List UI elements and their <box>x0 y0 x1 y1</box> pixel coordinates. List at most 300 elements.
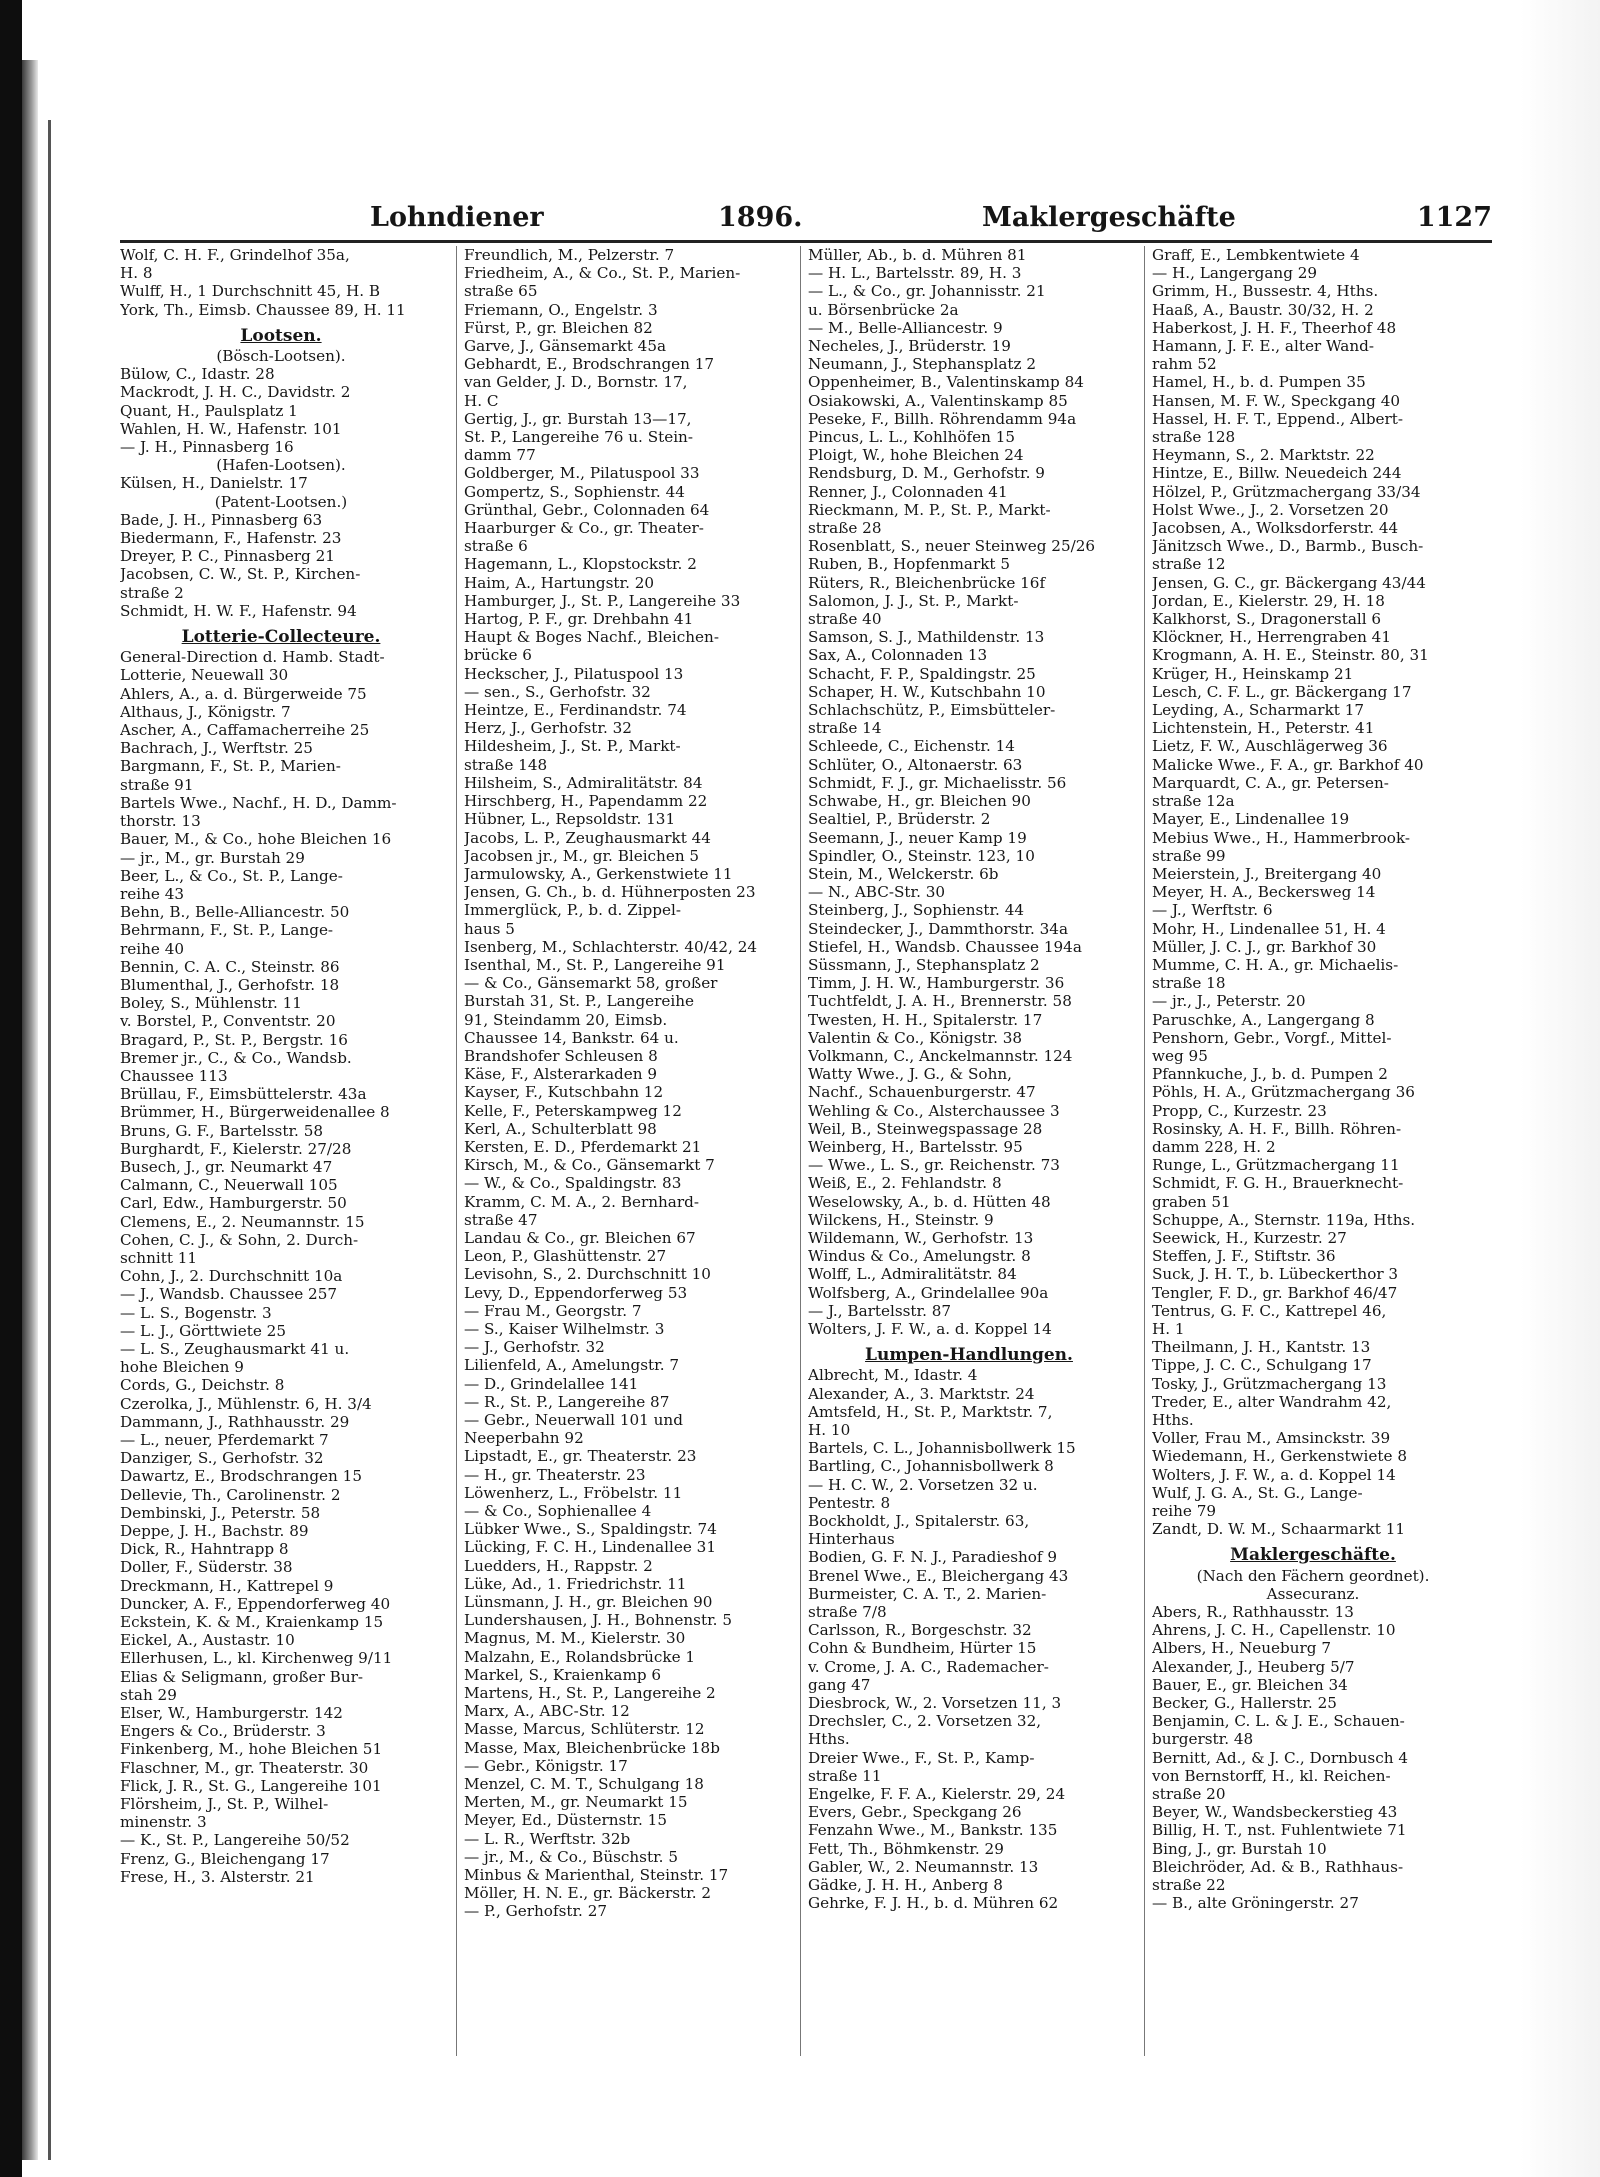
directory-entry: Elias & Seligmann, großer Bur- <box>120 1667 364 1686</box>
directory-entry: Tosky, J., Grützmachergang 13 <box>1152 1374 1387 1393</box>
page-number: 1127 <box>1416 202 1492 233</box>
directory-entry: Hintze, E., Billw. Neuedeich 244 <box>1152 464 1402 483</box>
directory-entry: — jr., M., gr. Burstah 29 <box>120 848 305 867</box>
directory-entry: Hübner, L., Repsoldstr. 131 <box>464 810 676 829</box>
directory-entry: Schmidt, F. J., gr. Michaelisstr. 56 <box>808 773 1067 792</box>
column-2 <box>464 246 786 1921</box>
directory-entry: Malzahn, E., Rolandsbrücke 1 <box>464 1647 696 1666</box>
directory-entry: Behn, B., Belle-Alliancestr. 50 <box>120 903 350 922</box>
directory-entry: Mebius Wwe., H., Hammerbrook- <box>1152 828 1411 847</box>
directory-entry: Masse, Max, Bleichenbrücke 18b <box>464 1738 720 1757</box>
directory-entry: Lesch, C. F. L., gr. Bäckergang 17 <box>1152 682 1412 701</box>
directory-entry: Gompertz, S., Sophienstr. 44 <box>464 482 685 501</box>
directory-entry: Bauer, M., & Co., hohe Bleichen 16 <box>120 830 392 849</box>
directory-entry: Hamel, H., b. d. Pumpen 35 <box>1152 373 1366 392</box>
column-1 <box>120 246 442 1886</box>
directory-entry: Tuchtfeldt, J. A. H., Brennerstr. 58 <box>808 992 1072 1011</box>
directory-entry: Dreier Wwe., F., St. P., Kamp- <box>808 1748 1035 1767</box>
directory-entry: Propp, C., Kurzestr. 23 <box>1152 1101 1327 1120</box>
directory-entry: Dreckmann, H., Kattrepel 9 <box>120 1576 334 1595</box>
directory-entry: Dick, R., Hahntrapp 8 <box>120 1540 289 1559</box>
directory-entry: Weil, B., Steinwegspassage 28 <box>808 1119 1043 1138</box>
directory-entry: Ellerhusen, L., kl. Kirchenweg 9/11 <box>120 1649 393 1668</box>
directory-entry: Dawartz, E., Brodschrangen 15 <box>120 1467 362 1486</box>
directory-entry: Mumme, C. H. A., gr. Michaelis- <box>1152 955 1399 974</box>
book-spine <box>22 60 38 2160</box>
directory-entry: Wulff, H., 1 Durchschnitt 45, H. B <box>120 282 381 301</box>
directory-entry: Gädke, J. H. H., Anberg 8 <box>808 1876 1003 1895</box>
directory-entry: Schmidt, H. W. F., Hafenstr. 94 <box>120 601 357 620</box>
section-subheading: (Hafen-Lootsen). <box>216 456 346 475</box>
directory-entry: Ascher, A., Caffamacherreihe 25 <box>120 721 370 740</box>
directory-entry: Hagemann, L., Klopstockstr. 2 <box>464 555 697 574</box>
directory-entry: Hildesheim, J., St. P., Markt- <box>464 737 681 756</box>
directory-entry: York, Th., Eimsb. Chaussee 89, H. 11 <box>120 300 406 319</box>
directory-entry: Stiefel, H., Wandsb. Chaussee 194a <box>808 937 1082 956</box>
directory-entry: Bodien, G. F. N. J., Paradieshof 9 <box>808 1548 1058 1567</box>
directory-entry: Möller, H. N. E., gr. Bäckerstr. 2 <box>464 1884 712 1903</box>
directory-entry: straße 22 <box>1152 1876 1226 1895</box>
directory-entry: straße 20 <box>1152 1785 1226 1804</box>
section-heading: Maklergeschäfte. <box>1230 1545 1396 1566</box>
directory-entry: Pincus, L. L., Kohlhöfen 15 <box>808 428 1016 447</box>
directory-entry: Hirschberg, H., Papendamm 22 <box>464 792 708 811</box>
directory-entry: — H., gr. Theaterstr. 23 <box>464 1465 646 1484</box>
directory-entry: Isenthal, M., St. P., Langereihe 91 <box>464 955 726 974</box>
directory-entry: Haupt & Boges Nachf., Bleichen- <box>464 628 719 647</box>
directory-entry: straße 6 <box>464 537 528 556</box>
directory-entry: Flörsheim, J., St. P., Wilhel- <box>120 1795 329 1814</box>
directory-entry: Lichtenstein, H., Peterstr. 41 <box>1152 719 1375 738</box>
directory-entry: Benjamin, C. L. & J. E., Schauen- <box>1152 1712 1405 1731</box>
directory-entry: Windus & Co., Amelungstr. 8 <box>808 1247 1031 1266</box>
directory-entry: Gabler, W., 2. Neumannstr. 13 <box>808 1857 1039 1876</box>
directory-entry: Busech, J., gr. Neumarkt 47 <box>120 1157 333 1176</box>
directory-entry: — R., St. P., Langereihe 87 <box>464 1392 670 1411</box>
directory-entry: — L. S., Bogenstr. 3 <box>120 1303 272 1322</box>
directory-entry: Calmann, C., Neuerwall 105 <box>120 1176 338 1195</box>
directory-entry: Becker, G., Hallerstr. 25 <box>1152 1694 1337 1713</box>
directory-entry: — P., Gerhofstr. 27 <box>464 1902 608 1921</box>
directory-entry: Drechsler, C., 2. Vorsetzen 32, <box>808 1712 1042 1731</box>
directory-entry: straße 128 <box>1152 428 1236 447</box>
directory-entry: Bremer jr., C., & Co., Wandsb. <box>120 1048 352 1067</box>
directory-entry: schnitt 11 <box>120 1248 198 1267</box>
directory-entry: Lücking, F. C. H., Lindenallee 31 <box>464 1538 716 1557</box>
directory-entry: Jacobsen jr., M., gr. Bleichen 5 <box>464 846 700 865</box>
directory-entry: Nachf., Schauenburgerstr. 47 <box>808 1083 1036 1102</box>
directory-entry: Meyer, Ed., Düsternstr. 15 <box>464 1811 667 1830</box>
directory-entry: Rendsburg, D. M., Gerhofstr. 9 <box>808 464 1045 483</box>
directory-entry: Sax, A., Colonnaden 13 <box>808 646 988 665</box>
directory-entry: Bargmann, F., St. P., Marien- <box>120 757 341 776</box>
directory-entry: Grünthal, Gebr., Colonnaden 64 <box>464 500 710 519</box>
directory-entry: Suck, J. H. T., b. Lübeckerthor 3 <box>1152 1265 1399 1284</box>
directory-entry: Engers & Co., Brüderstr. 3 <box>120 1722 326 1741</box>
directory-entry: straße 11 <box>808 1766 882 1785</box>
section-heading: Lumpen-Handlungen. <box>865 1345 1073 1366</box>
directory-entry: Gebhardt, E., Brodschrangen 17 <box>464 355 715 374</box>
column-divider <box>1144 246 1145 2056</box>
directory-entry: Frenz, G., Bleichengang 17 <box>120 1849 330 1868</box>
directory-entry: — L., neuer, Pferdemarkt 7 <box>120 1431 329 1449</box>
directory-entry: Jänitzsch Wwe., D., Barmb., Busch- <box>1152 537 1424 556</box>
directory-entry: Diesbrock, W., 2. Vorsetzen 11, 3 <box>808 1694 1062 1713</box>
header-rule <box>120 240 1492 243</box>
directory-entry: straße 28 <box>808 519 882 538</box>
directory-entry: Fenzahn Wwe., M., Bankstr. 135 <box>808 1821 1058 1840</box>
directory-entry: — L. J., Görttwiete 25 <box>120 1321 286 1340</box>
directory-entry: Hansen, M. F. W., Speckgang 40 <box>1152 391 1401 410</box>
directory-entry: Bleichröder, Ad. & B., Rathhaus- <box>1152 1857 1404 1876</box>
directory-entry: H. 10 <box>808 1421 851 1439</box>
directory-entry: Wilckens, H., Steinstr. 9 <box>808 1210 994 1229</box>
directory-entry: — J., Bartelsstr. 87 <box>808 1301 952 1320</box>
directory-entry: Wolf, C. H. F., Grindelhof 35a, <box>120 246 350 264</box>
directory-entry: Jensen, G. C., gr. Bäckergang 43/44 <box>1152 573 1426 592</box>
directory-entry: Magnus, M. M., Kielerstr. 30 <box>464 1629 686 1648</box>
directory-entry: Ploigt, W., hohe Bleichen 24 <box>808 446 1024 465</box>
directory-entry: Steffen, J. F., Stiftstr. 36 <box>1152 1247 1336 1266</box>
directory-entry: Cohn, J., 2. Durchschnitt 10a <box>120 1267 343 1286</box>
directory-entry: — L., & Co., gr. Johannisstr. 21 <box>808 282 1046 301</box>
directory-entry: Herz, J., Gerhofstr. 32 <box>464 719 632 738</box>
directory-entry: burgerstr. 48 <box>1152 1730 1254 1749</box>
directory-entry: Twesten, H. H., Spitalerstr. 17 <box>808 1010 1043 1029</box>
directory-entry: Paruschke, A., Langergang 8 <box>1152 1010 1375 1029</box>
directory-entry: — & Co., Gänsemarkt 58, großer <box>464 974 718 993</box>
directory-entry: Marquardt, C. A., gr. Petersen- <box>1152 773 1389 792</box>
directory-entry: Meyer, H. A., Beckersweg 14 <box>1152 883 1376 902</box>
directory-entry: Schacht, F. P., Spaldingstr. 25 <box>808 664 1036 683</box>
directory-entry: Jordan, E., Kielerstr. 29, H. 18 <box>1152 591 1385 610</box>
directory-entry: Doller, F., Süderstr. 38 <box>120 1558 293 1577</box>
directory-entry: Bennin, C. A. C., Steinstr. 86 <box>120 957 340 976</box>
directory-entry: Weselowsky, A., b. d. Hütten 48 <box>808 1192 1051 1211</box>
directory-entry: Bartling, C., Johannisbollwerk 8 <box>808 1457 1054 1476</box>
directory-entry: Heymann, S., 2. Marktstr. 22 <box>1152 446 1375 465</box>
directory-entry: Blumenthal, J., Gerhofstr. 18 <box>120 975 340 994</box>
directory-entry: Gehrke, F. J. H., b. d. Mühren 62 <box>808 1894 1059 1913</box>
directory-entry: Wehling & Co., Alsterchaussee 3 <box>808 1101 1060 1120</box>
directory-entry: H. 1 <box>1152 1319 1185 1338</box>
directory-entry: Boley, S., Mühlenstr. 11 <box>120 994 302 1013</box>
directory-entry: Elser, W., Hamburgerstr. 142 <box>120 1704 343 1723</box>
scan-margin <box>1520 0 1600 2177</box>
directory-entry: Lotterie, Neuewall 30 <box>120 666 289 685</box>
directory-entry: Menzel, C. M. T., Schulgang 18 <box>464 1775 704 1794</box>
directory-entry: Tengler, F. D., gr. Barkhof 46/47 <box>1152 1283 1398 1302</box>
directory-entry: Chaussee 113 <box>120 1066 228 1085</box>
directory-entry: Luedders, H., Rappstr. 2 <box>464 1556 653 1575</box>
directory-entry: Friedheim, A., & Co., St. P., Marien- <box>464 264 741 283</box>
directory-entry: Bachrach, J., Werftstr. 25 <box>120 739 313 758</box>
directory-entry: Dellevie, Th., Carolinenstr. 2 <box>120 1485 341 1504</box>
directory-entry: Hths. <box>808 1730 850 1749</box>
directory-entry: Volkmann, C., Anckelmannstr. 124 <box>808 1046 1073 1065</box>
directory-entry: Kirsch, M., & Co., Gänsemarkt 7 <box>464 1156 715 1175</box>
directory-entry: Pfannkuche, J., b. d. Pumpen 2 <box>1152 1065 1388 1084</box>
directory-entry: straße 148 <box>464 755 548 774</box>
directory-entry: Tippe, J. C. C., Schulgang 17 <box>1152 1356 1372 1375</box>
directory-entry: Jacobsen, A., Wolksdorferstr. 44 <box>1152 519 1399 538</box>
directory-entry: Schuppe, A., Sternstr. 119a, Hths. <box>1152 1210 1416 1229</box>
directory-entry: Osiakowski, A., Valentinskamp 85 <box>808 391 1068 410</box>
directory-entry: Bing, J., gr. Burstah 10 <box>1152 1839 1327 1858</box>
directory-entry: H. 8 <box>120 264 153 283</box>
directory-entry: von Bernstorff, H., kl. Reichen- <box>1152 1766 1391 1785</box>
directory-entry: Wolters, J. F. W., a. d. Koppel 14 <box>1152 1465 1396 1484</box>
directory-entry: Duncker, A. F., Eppendorferweg 40 <box>120 1594 391 1613</box>
directory-entry: Brüllau, F., Eimsbüttelerstr. 43a <box>120 1085 367 1104</box>
directory-entry: Dammann, J., Rathhausstr. 29 <box>120 1412 350 1431</box>
directory-entry: Landau & Co., gr. Bleichen 67 <box>464 1228 696 1247</box>
directory-entry: Marx, A., ABC-Str. 12 <box>464 1702 630 1721</box>
directory-entry: Quant, H., Paulsplatz 1 <box>120 401 298 420</box>
directory-entry: Ahlers, A., a. d. Bürgerweide 75 <box>120 684 367 703</box>
directory-entry: Kerl, A., Schulterblatt 98 <box>464 1119 657 1138</box>
directory-entry: Pentestr. 8 <box>808 1493 891 1512</box>
directory-entry: Brandshofer Schleusen 8 <box>464 1046 658 1065</box>
directory-entry: — Wwe., L. S., gr. Reichenstr. 73 <box>808 1156 1060 1175</box>
directory-entry: — L. R., Werftstr. 32b <box>464 1829 631 1848</box>
directory-entry: Immerglück, P., b. d. Zippel- <box>464 901 681 920</box>
directory-entry: Jensen, G. Ch., b. d. Hühnerposten 23 <box>464 883 756 902</box>
directory-entry: straße 40 <box>808 610 882 629</box>
directory-entry: damm 77 <box>464 446 536 465</box>
directory-entry: — M., Belle-Alliancestr. 9 <box>808 318 1003 337</box>
directory-entry: Martens, H., St. P., Langereihe 2 <box>464 1684 716 1703</box>
directory-entry: Müller, J. C. J., gr. Barkhof 30 <box>1152 937 1377 956</box>
directory-entry: damm 228, H. 2 <box>1152 1137 1276 1156</box>
directory-entry: Grimm, H., Bussestr. 4, Hths. <box>1152 282 1379 301</box>
directory-entry: Deppe, J. H., Bachstr. 89 <box>120 1522 309 1541</box>
directory-entry: — H. L., Bartelsstr. 89, H. 3 <box>808 264 1022 283</box>
directory-entry: Necheles, J., Brüderstr. 19 <box>808 337 1011 356</box>
directory-entry: Chaussee 14, Bankstr. 64 u. <box>464 1028 679 1047</box>
directory-entry: Wolff, L., Admiralitätstr. 84 <box>808 1265 1017 1284</box>
directory-entry: Carlsson, R., Borgeschstr. 32 <box>808 1621 1032 1640</box>
directory-entry: gang 47 <box>808 1675 871 1694</box>
directory-entry: Rieckmann, M. P., St. P., Markt- <box>808 500 1051 519</box>
directory-entry: Haberkost, J. H. F., Theerhof 48 <box>1152 318 1397 337</box>
directory-entry: Burstah 31, St. P., Langereihe <box>464 992 695 1011</box>
directory-entry: Tentrus, G. F. C., Kattrepel 46, <box>1152 1301 1387 1320</box>
directory-entry: Salomon, J. J., St. P., Markt- <box>808 591 1019 610</box>
directory-entry: Graff, E., Lembkentwiete 4 <box>1152 246 1360 264</box>
directory-entry: straße 47 <box>464 1210 538 1229</box>
directory-entry: Süssmann, J., Stephansplatz 2 <box>808 955 1040 974</box>
directory-entry: — jr., M., & Co., Büschstr. 5 <box>464 1847 678 1866</box>
directory-entry: Krogmann, A. H. E., Steinstr. 80, 31 <box>1152 646 1429 665</box>
directory-entry: Engelke, F. F. A., Kielerstr. 29, 24 <box>808 1785 1066 1804</box>
column-divider <box>800 246 801 2056</box>
directory-entry: Hamburger, J., St. P., Langereihe 33 <box>464 591 741 610</box>
directory-entry: Freundlich, M., Pelzerstr. 7 <box>464 246 675 264</box>
header-left-title: Lohndiener <box>370 202 544 233</box>
directory-entry: Carl, Edw., Hamburgerstr. 50 <box>120 1194 347 1213</box>
directory-entry: Beyer, W., Wandsbeckerstieg 43 <box>1152 1803 1398 1822</box>
directory-entry: Dreyer, P. C., Pinnasberg 21 <box>120 547 335 566</box>
directory-entry: — L. S., Zeughausmarkt 41 u. <box>120 1339 350 1358</box>
directory-entry: haus 5 <box>464 919 515 938</box>
directory-entry: hohe Bleichen 9 <box>120 1358 244 1377</box>
directory-entry: Alexander, J., Heuberg 5/7 <box>1152 1657 1355 1676</box>
directory-entry: — Gebr., Neuerwall 101 und <box>464 1411 683 1429</box>
directory-entry: Bauer, E., gr. Bleichen 34 <box>1152 1675 1348 1694</box>
directory-entry: brücke 6 <box>464 646 532 665</box>
directory-entry: — N., ABC-Str. 30 <box>808 883 946 902</box>
directory-entry: Meierstein, J., Breitergang 40 <box>1152 864 1382 883</box>
directory-entry: Neumann, J., Stephansplatz 2 <box>808 355 1036 374</box>
directory-entry: van Gelder, J. D., Bornstr. 17, <box>464 373 688 392</box>
directory-page <box>120 140 1492 2120</box>
directory-entry: straße 12 <box>1152 555 1226 574</box>
directory-entry: Malicke Wwe., F. A., gr. Barkhof 40 <box>1152 755 1424 774</box>
directory-entry: Sealtiel, P., Brüderstr. 2 <box>808 810 991 829</box>
section-subheading: (Nach den Fächern geordnet). <box>1196 1566 1430 1585</box>
directory-entry: Lüke, Ad., 1. Friedrichstr. 11 <box>464 1574 687 1593</box>
directory-entry: Fett, Th., Böhmkenstr. 29 <box>808 1839 1004 1858</box>
directory-entry: Finkenberg, M., hohe Bleichen 51 <box>120 1740 383 1759</box>
directory-entry: Markel, S., Kraienkamp 6 <box>464 1665 662 1684</box>
directory-entry: reihe 79 <box>1152 1502 1217 1521</box>
directory-entry: Bade, J. H., Pinnasberg 63 <box>120 510 323 529</box>
directory-entry: minenstr. 3 <box>120 1813 207 1832</box>
directory-entry: Steinberg, J., Sophienstr. 44 <box>808 901 1025 920</box>
section-subheading: Assecuranz. <box>1266 1584 1360 1603</box>
directory-entry: Ruben, B., Hopfenmarkt 5 <box>808 555 1011 574</box>
directory-entry: Stein, M., Welckerstr. 6b <box>808 864 999 883</box>
directory-entry: — J. H., Pinnasberg 16 <box>120 438 294 457</box>
directory-entry: Jarmulowsky, A., Gerkenstwiete 11 <box>464 864 733 883</box>
directory-entry: Runge, L., Grützmachergang 11 <box>1152 1156 1400 1175</box>
directory-entry: Bockholdt, J., Spitalerstr. 63, <box>808 1512 1030 1531</box>
directory-entry: reihe 43 <box>120 884 185 903</box>
directory-entry: stah 29 <box>120 1685 177 1704</box>
directory-entry: Evers, Gebr., Speckgang 26 <box>808 1803 1022 1822</box>
directory-entry: Fürst, P., gr. Bleichen 82 <box>464 318 653 337</box>
directory-entry: Wiedemann, H., Gerkenstwiete 8 <box>1152 1447 1407 1466</box>
directory-entry: reihe 40 <box>120 939 185 958</box>
directory-entry: H. C <box>464 391 499 410</box>
directory-entry: Hilsheim, S., Admiralitätstr. 84 <box>464 773 703 792</box>
directory-entry: Goldberger, M., Pilatuspool 33 <box>464 464 700 483</box>
directory-entry: rahm 52 <box>1152 355 1217 374</box>
directory-entry: Schleede, C., Eichenstr. 14 <box>808 737 1015 756</box>
directory-entry: Hassel, H. F. T., Eppend., Albert- <box>1152 409 1404 428</box>
directory-entry: — & Co., Sophienallee 4 <box>464 1502 652 1521</box>
directory-entry: — B., alte Gröningerstr. 27 <box>1152 1894 1359 1913</box>
directory-entry: Bülow, C., Idastr. 28 <box>120 365 275 384</box>
directory-entry: Brenel Wwe., E., Bleichergang 43 <box>808 1566 1069 1585</box>
directory-entry: Löwenherz, L., Fröbelstr. 11 <box>464 1483 683 1502</box>
directory-entry: Holst Wwe., J., 2. Vorsetzen 20 <box>1152 500 1389 519</box>
directory-entry: Weiß, E., 2. Fehlandstr. 8 <box>808 1174 1002 1193</box>
directory-entry: Heckscher, J., Pilatuspool 13 <box>464 664 684 683</box>
directory-entry: thorstr. 13 <box>120 812 201 831</box>
directory-entry: Jacobsen, C. W., St. P., Kirchen- <box>120 565 361 584</box>
directory-entry: Lietz, F. W., Auschlägerweg 36 <box>1152 737 1388 756</box>
directory-entry: — J., Gerhofstr. 32 <box>464 1338 605 1357</box>
directory-entry: Garve, J., Gänsemarkt 45a <box>464 337 667 356</box>
directory-entry: Weinberg, H., Bartelsstr. 95 <box>808 1137 1023 1156</box>
directory-entry: v. Borstel, P., Conventstr. 20 <box>120 1012 336 1031</box>
directory-entry: Biedermann, F., Hafenstr. 23 <box>120 529 342 548</box>
directory-entry: Dembinski, J., Peterstr. 58 <box>120 1503 321 1522</box>
directory-entry: Clemens, E., 2. Neumannstr. 15 <box>120 1212 365 1231</box>
directory-entry: Haaß, A., Baustr. 30/32, H. 2 <box>1152 300 1374 319</box>
directory-entry: Althaus, J., Königstr. 7 <box>120 702 291 721</box>
directory-entry: Kramm, C. M. A., 2. Bernhard- <box>464 1192 699 1211</box>
directory-entry: Zandt, D. W. M., Schaarmarkt 11 <box>1152 1520 1406 1539</box>
directory-entry: Neeperbahn 92 <box>464 1429 584 1448</box>
directory-entry: Friemann, O., Engelstr. 3 <box>464 300 658 319</box>
directory-entry: Seemann, J., neuer Kamp 19 <box>808 828 1027 847</box>
directory-entry: straße 2 <box>120 583 184 602</box>
column-4 <box>1152 246 1474 1912</box>
directory-entry: St. P., Langereihe 76 u. Stein- <box>464 428 693 447</box>
directory-entry: Pöhls, H. A., Grützmachergang 36 <box>1152 1083 1415 1102</box>
directory-entry: Czerolka, J., Mühlenstr. 6, H. 3/4 <box>120 1394 372 1413</box>
directory-entry: Albers, H., Neueburg 7 <box>1152 1639 1331 1658</box>
directory-entry: Kayser, F., Kutschbahn 12 <box>464 1083 664 1102</box>
directory-entry: u. Börsenbrücke 2a <box>808 300 959 319</box>
directory-entry: — S., Kaiser Wilhelmstr. 3 <box>464 1319 665 1338</box>
directory-entry: Rosenblatt, S., neuer Steinweg 25/26 <box>808 537 1096 556</box>
running-header <box>120 198 1492 242</box>
directory-entry: Bartels, C. L., Johannisbollwerk 15 <box>808 1439 1076 1458</box>
directory-entry: Jacobs, L. P., Zeughausmarkt 44 <box>464 828 711 847</box>
directory-entry: Käse, F., Alsterarkaden 9 <box>464 1065 658 1084</box>
directory-entry: Bruns, G. F., Bartelsstr. 58 <box>120 1121 324 1140</box>
directory-entry: — J., Werftstr. 6 <box>1152 901 1273 920</box>
directory-entry: Leyding, A., Scharmarkt 17 <box>1152 701 1365 720</box>
directory-entry: Billig, H. T., nst. Fuhlentwiete 71 <box>1152 1821 1407 1840</box>
directory-entry: Cohen, C. J., & Sohn, 2. Durch- <box>120 1230 359 1249</box>
directory-entry: straße 14 <box>808 719 882 738</box>
directory-entry: Lundershausen, J. H., Bohnenstr. 5 <box>464 1611 732 1630</box>
directory-entry: Hinterhaus <box>808 1530 895 1549</box>
directory-entry: Voller, Frau M., Amsinckstr. 39 <box>1152 1429 1391 1448</box>
directory-entry: Lünsmann, J. H., gr. Bleichen 90 <box>464 1593 713 1612</box>
directory-entry: Danziger, S., Gerhofstr. 32 <box>120 1449 324 1468</box>
directory-entry: — D., Grindelallee 141 <box>464 1374 639 1393</box>
directory-entry: straße 91 <box>120 775 194 794</box>
directory-entry: Steindecker, J., Dammthorstr. 34a <box>808 919 1069 938</box>
directory-entry: Leon, P., Glashüttenstr. 27 <box>464 1247 667 1266</box>
directory-entry: straße 12a <box>1152 792 1235 811</box>
directory-entry: Seewick, H., Kurzestr. 27 <box>1152 1228 1347 1247</box>
directory-entry: Kalkhorst, S., Dragonerstall 6 <box>1152 610 1382 629</box>
directory-entry: — J., Wandsb. Chaussee 257 <box>120 1285 338 1304</box>
directory-entry: Mayer, E., Lindenallee 19 <box>1152 810 1350 829</box>
directory-entry: Rosinsky, A. H. F., Billh. Röhren- <box>1152 1119 1402 1138</box>
directory-entry: — Frau M., Georgstr. 7 <box>464 1301 642 1320</box>
directory-entry: Oppenheimer, B., Valentinskamp 84 <box>808 373 1084 392</box>
directory-entry: Abers, R., Rathhausstr. 13 <box>1152 1603 1354 1622</box>
directory-entry: — sen., S., Gerhofstr. 32 <box>464 682 651 701</box>
directory-entry: Wolters, J. F. W., a. d. Koppel 14 <box>808 1319 1052 1338</box>
directory-entry: Beer, L., & Co., St. P., Lange- <box>120 866 343 885</box>
directory-entry: straße 65 <box>464 282 538 301</box>
directory-entry: Hamann, J. F. E., alter Wand- <box>1152 337 1375 356</box>
directory-entry: — H., Langergang 29 <box>1152 264 1318 283</box>
directory-entry: Wildemann, W., Gerhofstr. 13 <box>808 1228 1034 1247</box>
directory-entry: Levy, D., Eppendorferweg 53 <box>464 1283 688 1302</box>
directory-entry: — K., St. P., Langereihe 50/52 <box>120 1831 350 1850</box>
directory-entry: — Gebr., Königstr. 17 <box>464 1756 628 1775</box>
